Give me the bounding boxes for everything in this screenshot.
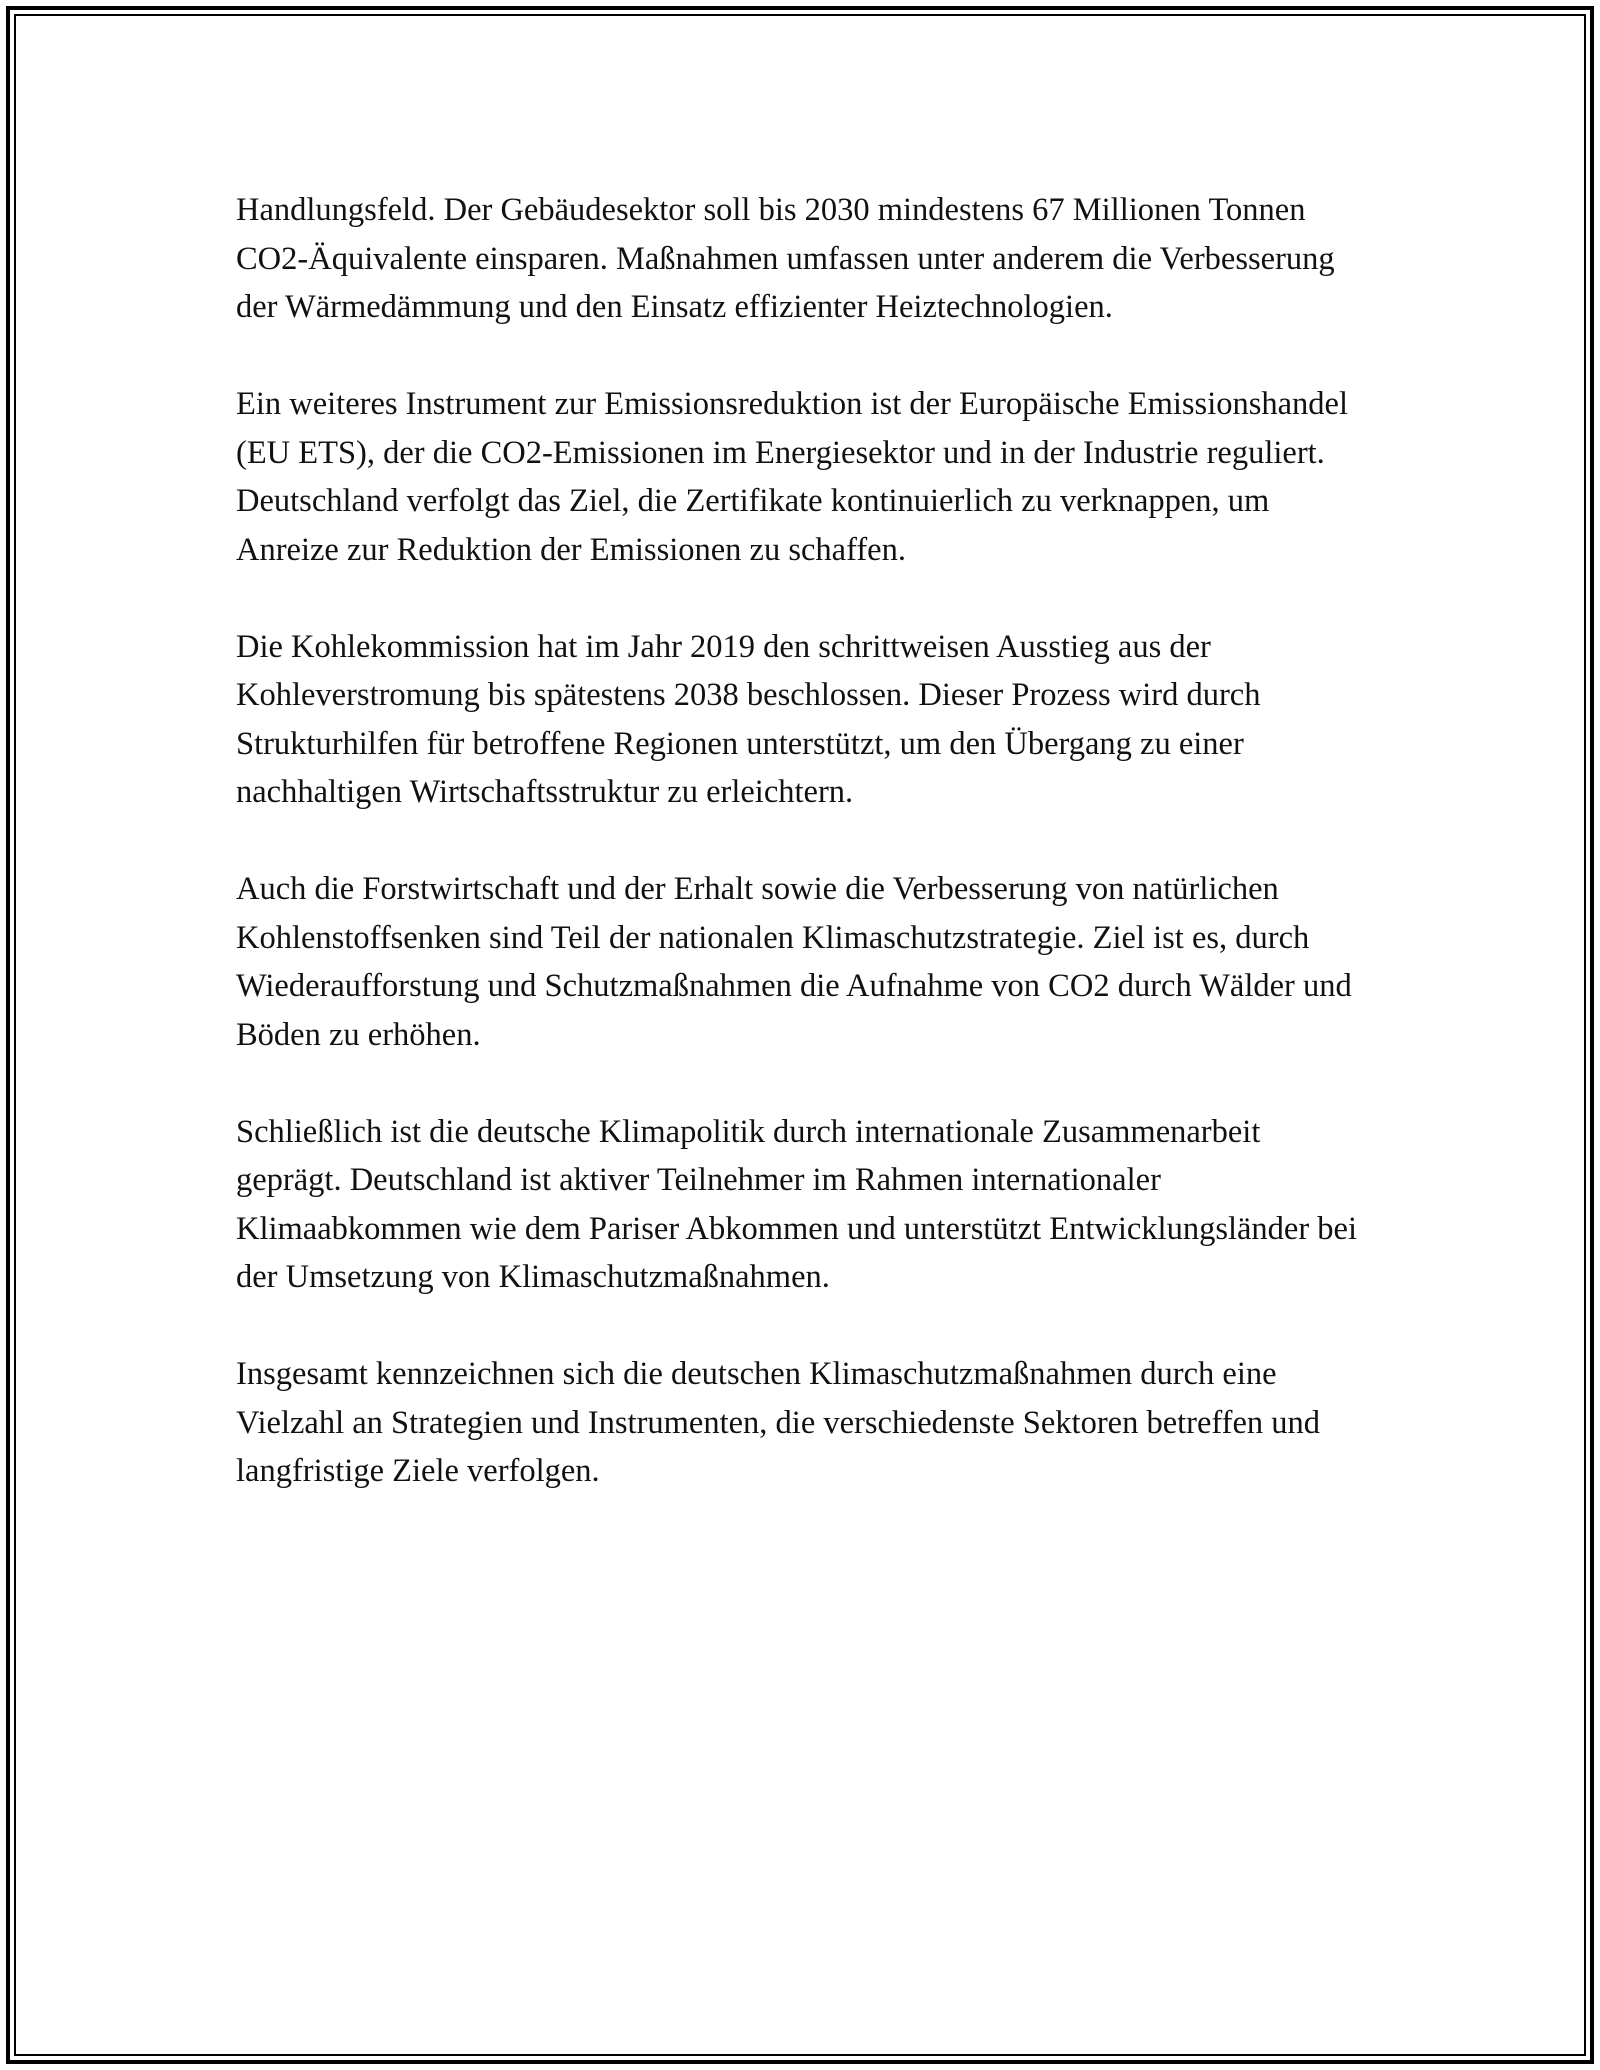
paragraph-conclusion: Insgesamt kennzeichnen sich die deutschen Klimaschutzmaßnahmen durch eine Vielzahl an Strategien und Instrumenten, die verschiedenste Sektoren betreffen und langfristige Ziele verfolgen.: [236, 1356, 1321, 1489]
paragraph-coal-exit: Die Kohlekommission hat im Jahr 2019 den schrittweisen Ausstieg aus der Kohleverstromung bis spätestens 2038 beschlossen. Dieser Prozess wird durch Strukturhilfen für betroffene Regionen unterstützt, um den Übergang zu einer nachhaltigen Wirtschaftsstruktur zu erleichtern.: [236, 628, 1261, 810]
paragraph-forestry: Auch die Forstwirtschaft und der Erhalt sowie die Verbesserung von natürlichen Kohlenstoffsenken sind Teil der nationalen Klimaschutzstrategie. Ziel ist es, durch Wiederaufforstung und Schutzmaßnahmen die Aufnahme von CO2 durch Wälder und Böden zu erhöhen.: [236, 871, 1352, 1053]
paragraph-emissions-trading: Ein weiteres Instrument zur Emissionsreduktion ist der Europäische Emissionshandel (EU ETS), der die CO2-Emissionen im Energiesektor und in der Industrie reguliert. Deutschland verfolgt das Ziel, die Zertifikate kontinuierlich zu verknappen, um Anreize zur Reduktion der Emissionen zu schaffen.: [236, 386, 1348, 568]
paragraph-building-sector: Handlungsfeld. Der Gebäudesektor soll bis 2030 mindestens 67 Millionen Tonnen CO2-Äquivalente einsparen. Maßnahmen umfassen unter anderem die Verbesserung der Wärmedämmung und den Einsatz effizienter Heiztechnologien.: [236, 192, 1335, 325]
paragraph-international-cooperation: Schließlich ist die deutsche Klimapolitik durch internationale Zusammenarbeit geprägt. Deutschland ist aktiver Teilnehmer im Rahmen internationaler Klimaabkommen wie dem Pariser Abkommen und unterstützt Entwicklungsländer bei der Umsetzung von Klimaschutzmaßnahmen.: [236, 1113, 1358, 1295]
document-body: [236, 186, 1366, 1544]
